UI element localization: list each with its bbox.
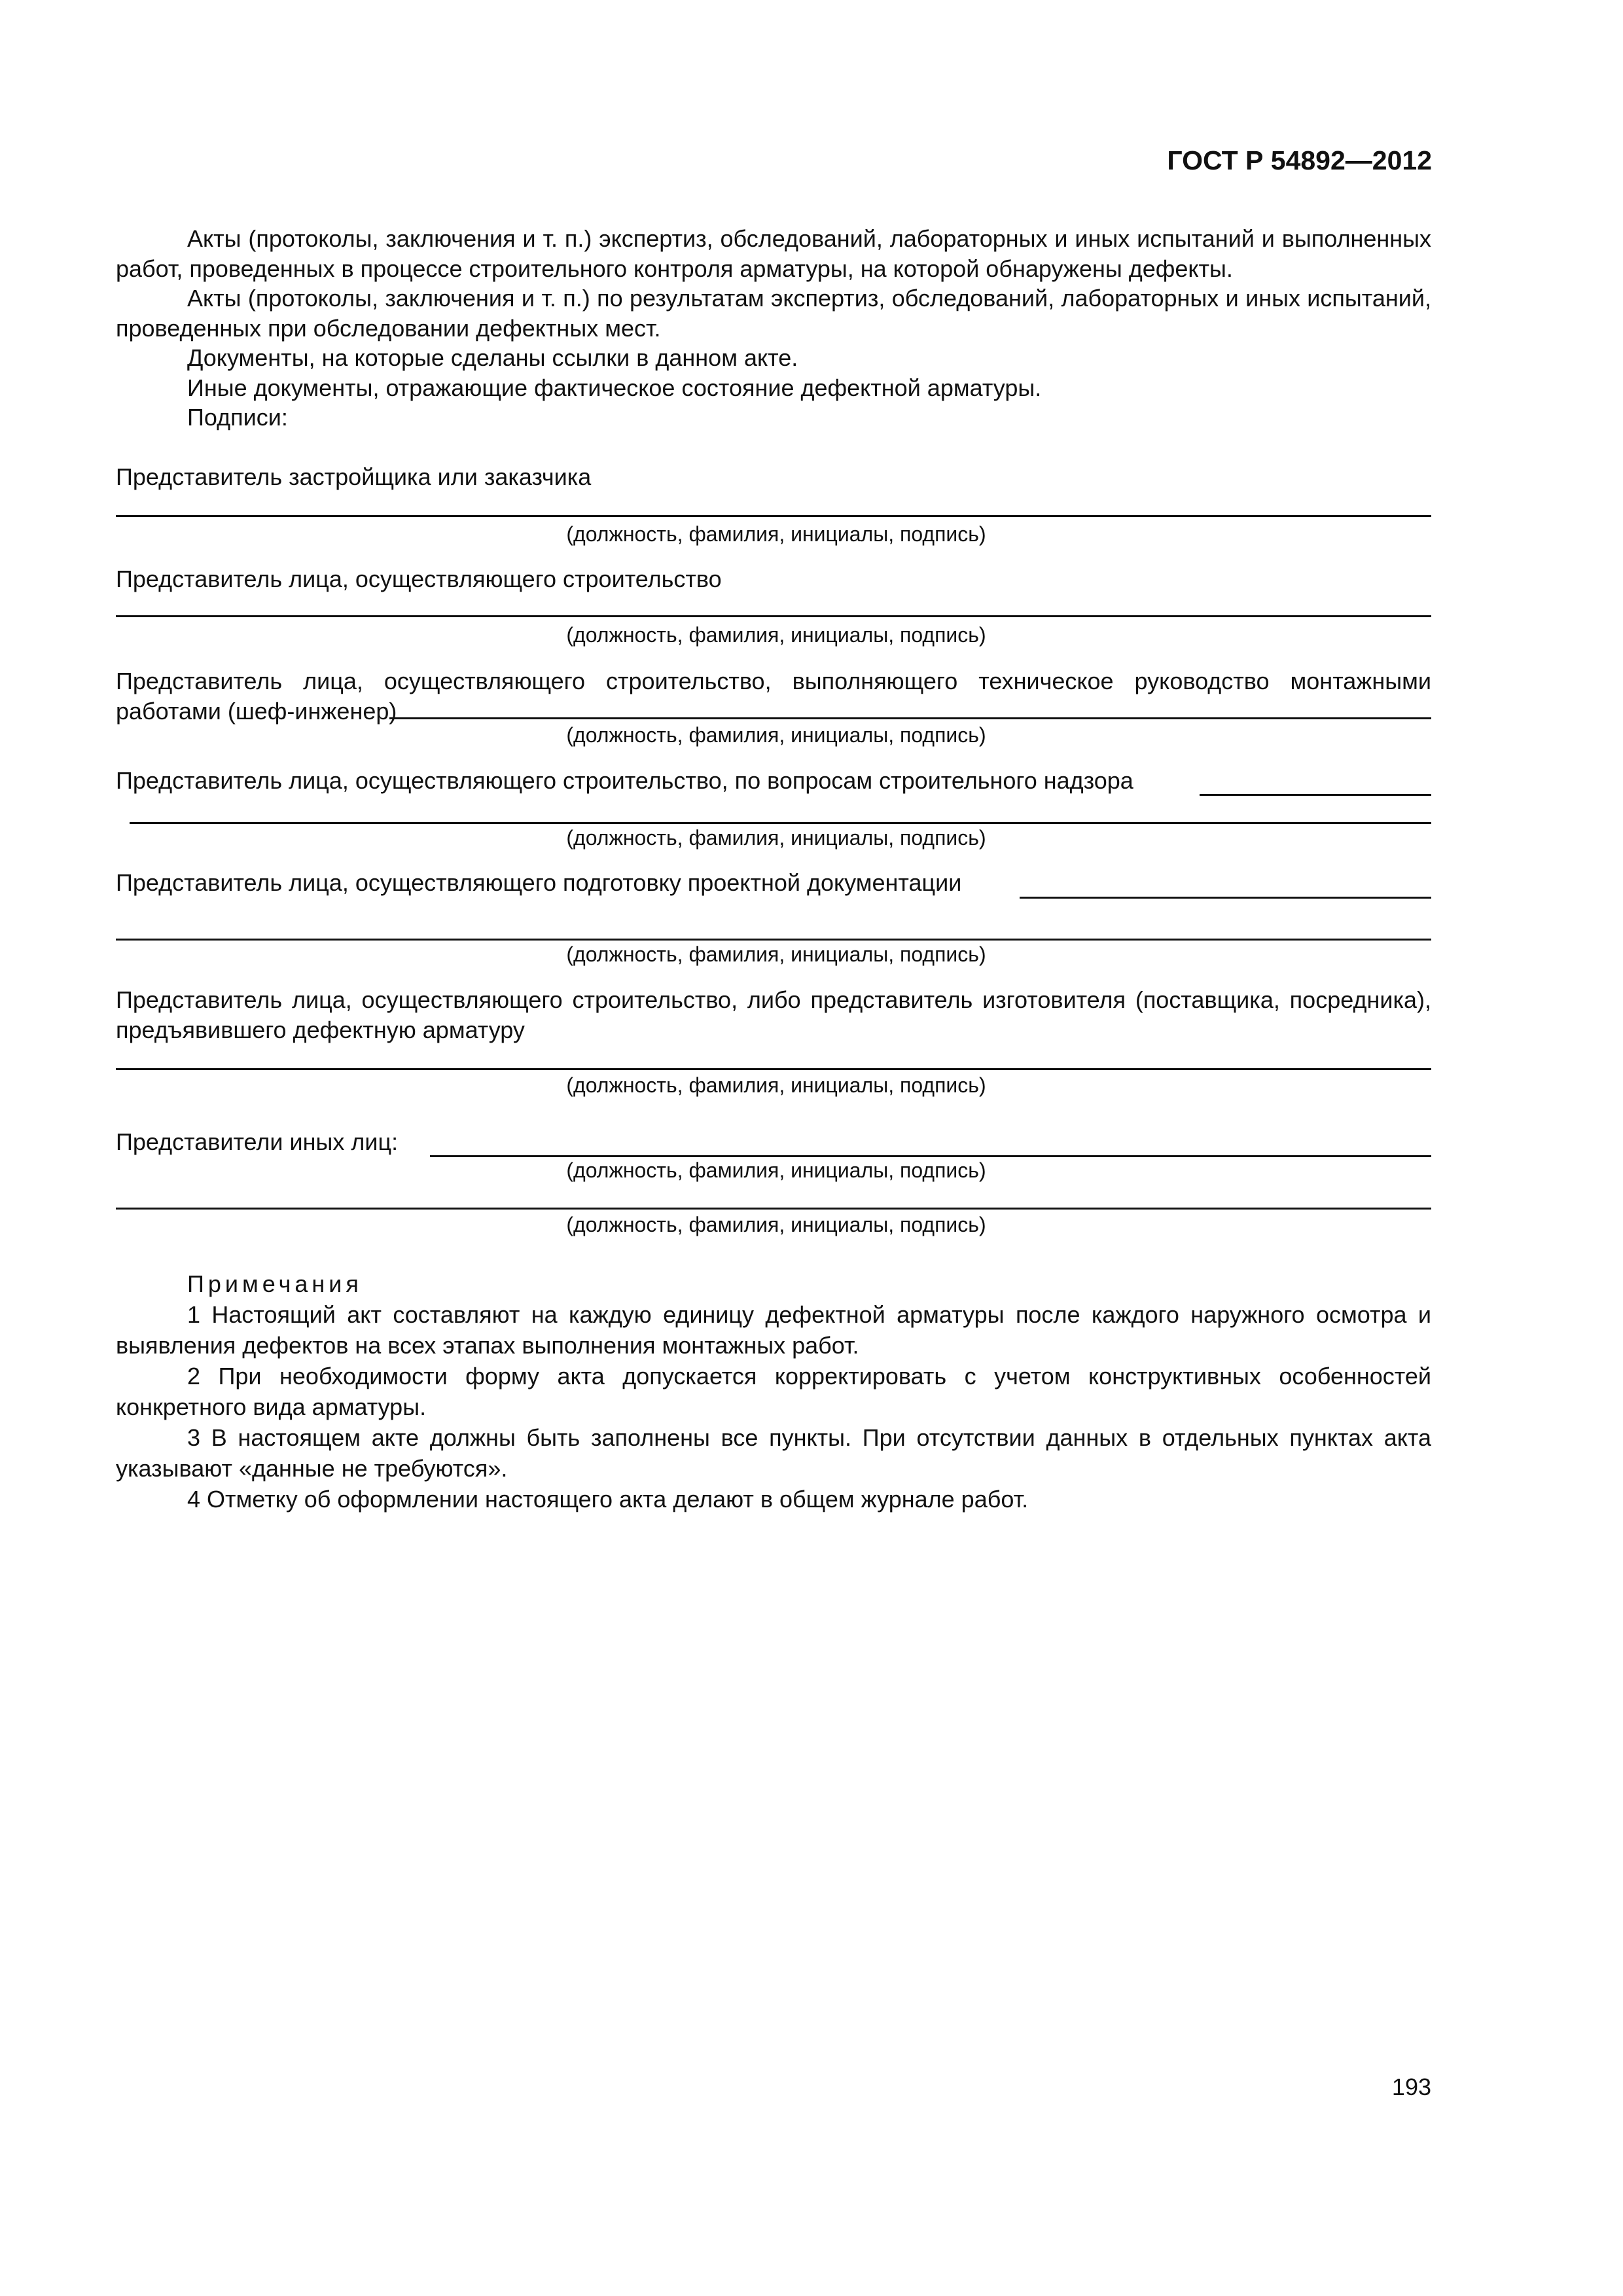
signature-line-supervision-lead[interactable] <box>389 717 1431 719</box>
signature-line-others-second[interactable] <box>116 1208 1431 1210</box>
signature-caption: (должность, фамилия, инициалы, подпись) <box>566 1213 986 1236</box>
signature-label-supervision-lead: Представитель лица, осуществляющего строительство, выполняющего техническое руководство монтажными работами (шеф-инженер) <box>116 668 1431 725</box>
signature-caption: (должность, фамилия, инициалы, подпись) <box>566 826 986 850</box>
paragraph-other-documents: Иные документы, отражающие фактическое состояние дефектной арматуры. <box>187 374 1042 401</box>
signature-line-supplier[interactable] <box>116 1068 1431 1070</box>
signature-line-designer-second[interactable] <box>116 939 1431 941</box>
note-item: 1 Настоящий акт составляют на каждую единицу дефектной арматуры после каждого наружного осмотра и выявления дефектов на всех этапах выполнения монтажных работ. <box>116 1301 1431 1359</box>
note-item: 2 При необходимости форму акта допускается корректировать с учетом конструктивных особенностей конкретного вида арматуры. <box>116 1363 1431 1420</box>
signature-caption: (должность, фамилия, инициалы, подпись) <box>566 1073 986 1097</box>
paragraph-acts-expertise: Акты (протоколы, заключения и т. п.) экспертиз, обследований, лабораторных и иных испытаний и выполненных работ, проведенных в процессе строительного контроля арматуры, на которой обнаружены дефекты. <box>116 225 1431 282</box>
signature-line-developer[interactable] <box>116 515 1431 517</box>
body-paragraphs <box>116 224 1431 433</box>
signature-caption: (должность, фамилия, инициалы, подпись) <box>566 723 986 747</box>
paragraph-signatures-heading: Подписи: <box>187 404 288 431</box>
note-item: 3 В настоящем акте должны быть заполнены все пункты. При отсутствии данных в отдельных пунктах акта указывают «данные не требуются». <box>116 1424 1431 1482</box>
notes-title: Примечания <box>187 1270 363 1297</box>
notes-section <box>116 1268 1431 1515</box>
standard-header: ГОСТ Р 54892—2012 <box>1167 145 1432 175</box>
signature-label-supplier: Представитель лица, осуществляющего строительство, либо представитель изготовителя (поставщика, посредника), предъявившего дефектную арматуру <box>116 986 1431 1043</box>
signature-line-designer[interactable] <box>1020 897 1431 899</box>
signature-line-oversight[interactable] <box>1200 794 1431 796</box>
paragraph-acts-results: Акты (протоколы, заключения и т. п.) по результатам экспертиз, обследований, лабораторных и иных испытаний, проведенных при обследовании дефектных мест. <box>116 285 1431 342</box>
note-item: 4 Отметку об оформлении настоящего акта делают в общем журнале работ. <box>187 1486 1029 1513</box>
signature-label-developer: Представитель застройщика или заказчика <box>116 463 592 490</box>
page-number: 193 <box>1391 2073 1431 2100</box>
paragraph-referenced-documents: Документы, на которые сделаны ссылки в данном акте. <box>187 344 798 371</box>
signature-caption: (должность, фамилия, инициалы, подпись) <box>566 623 986 647</box>
signature-line-others[interactable] <box>430 1155 1431 1157</box>
signature-label-oversight: Представитель лица, осуществляющего строительство, по вопросам строительного надзора <box>116 767 1133 794</box>
signature-line-builder[interactable] <box>116 615 1431 617</box>
signature-label-designer: Представитель лица, осуществляющего подготовку проектной документации <box>116 869 962 896</box>
signature-caption: (должность, фамилия, инициалы, подпись) <box>566 522 986 546</box>
signature-label-builder: Представитель лица, осуществляющего строительство <box>116 565 722 592</box>
signature-line-oversight-second[interactable] <box>130 822 1431 824</box>
signature-caption: (должность, фамилия, инициалы, подпись) <box>566 1158 986 1182</box>
signature-caption: (должность, фамилия, инициалы, подпись) <box>566 942 986 966</box>
signature-label-others: Представители иных лиц: <box>116 1128 399 1155</box>
